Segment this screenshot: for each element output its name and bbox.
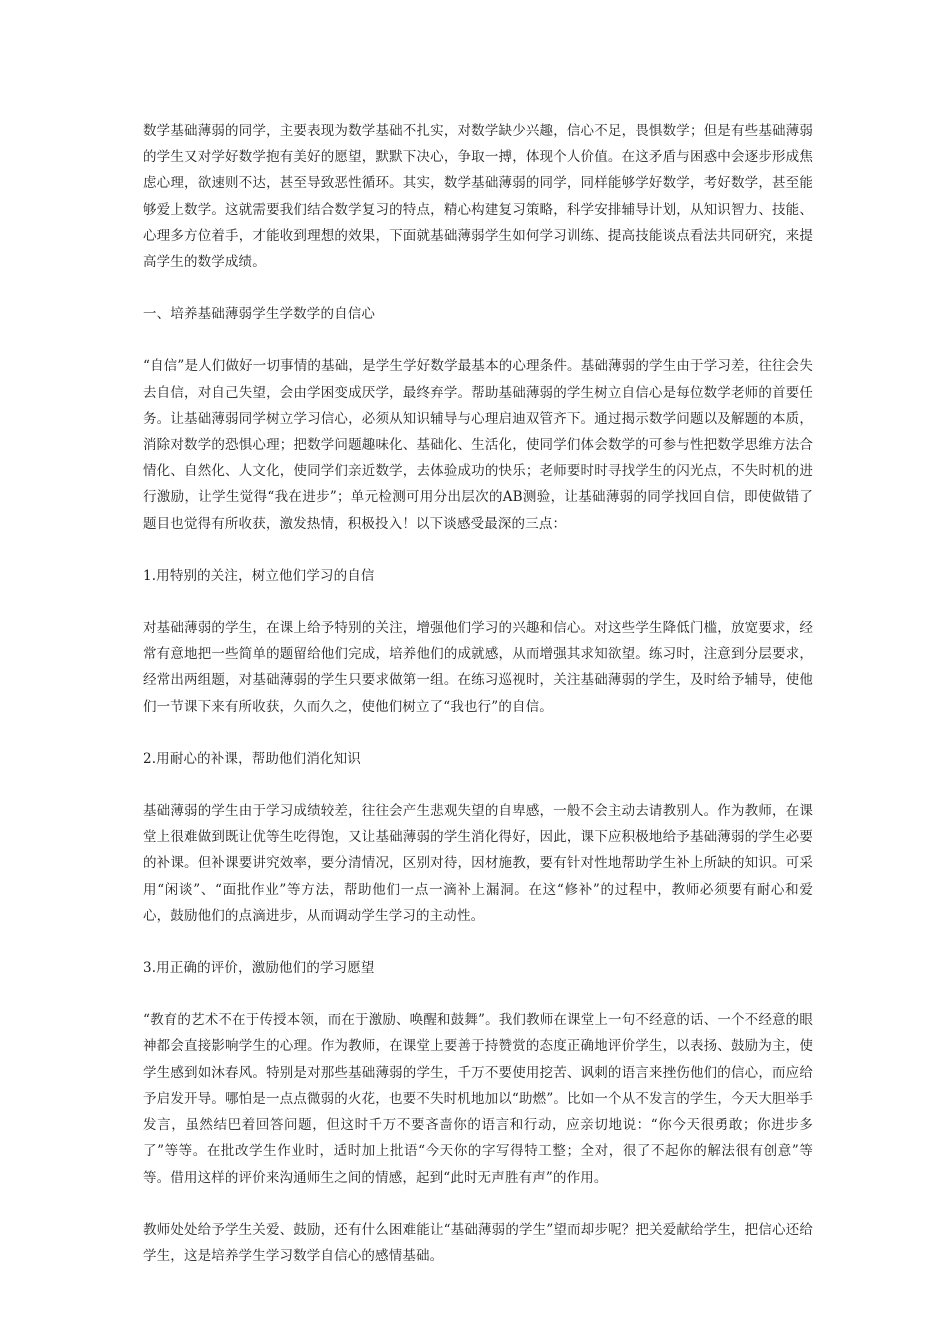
point-1-paragraph: 对基础薄弱的学生，在课上给予特别的关注，增强他们学习的兴趣和信心。对这些学生降低门槛，放宽要求，经常有意地把一些简单的题留给他们完成，培养他们的成就感，从而增强其求知欲望。练习时，注意到分层要求，经常出两组题，对基础薄弱的学生只要求做第一组。在练习巡视时，关注基础薄弱的学生，及时给予辅导，使他们一节课下来有所收获，久而久之，使他们树立了“我也行”的自信。	[143, 620, 813, 715]
paragraph-gap	[143, 275, 813, 301]
paragraph-gap	[143, 327, 813, 353]
paragraph-gap	[143, 981, 813, 1007]
paragraph-gap	[143, 772, 813, 798]
intro-paragraph: 数学基础薄弱的同学，主要表现为数学基础不扎实，对数学缺少兴趣，信心不足，畏惧数学；但是有些基础薄弱的学生又对学好数学抱有美好的愿望，默默下决心，争取一搏，体现个人价值。在这矛盾与困惑中会逐步形成焦虑心理，欲速则不达，甚至导致恶性循环。其实，数学基础薄弱的同学，同样能够学好数学，考好数学，甚至能够爱上数学。这就需要我们结合数学复习的特点，精心构建复习策略，科学安排辅导计划，从知识智力、技能、心理多方位着手，才能收到理想的效果，下面就基础薄弱学生如何学习训练、提高技能谈点看法共同研究，来提高学生的数学成绩。	[143, 123, 813, 271]
point-2-paragraph: 基础薄弱的学生由于学习成绩较差，往往会产生悲观失望的自卑感，一般不会主动去请教别人。作为教师，在课堂上很难做到既让优等生吃得饱，又让基础薄弱的学生消化得好，因此，课下应积极地给予基础薄弱的学生必要的补课。但补课要讲究效率，要分清情况，区别对待，因材施教，要有针对性地帮助学生补上所缺的知识。可采用“闲谈”、“面批作业”等方法，帮助他们一点一滴补上漏洞。在这“修补”的过程中，教师必须要有耐心和爱心，鼓励他们的点滴进步，从而调动学生学习的主动性。	[143, 803, 813, 924]
paragraph-gap	[143, 929, 813, 955]
paragraph-gap	[143, 589, 813, 615]
point-heading-1: 1.用特别的关注，树立他们学习的自信	[143, 567, 375, 584]
point-3-paragraph: “教育的艺术不在于传授本领，而在于激励、唤醒和鼓舞”。我们教师在课堂上一句不经意的话、一个不经意的眼神都会直接影响学生的心理。作为教师，在课堂上要善于持赞赏的态度正确地评价学生，以表扬、鼓励为主，使学生感到如沐春风。特别是对那些基础薄弱的学生，千万不要使用挖苦、讽刺的语言来挫伤他们的信心，而应给予启发开导。哪怕是一点点微弱的火花，也要不失时机地加以“助燃”。比如一个从不发言的学生，今天大胆举手发言，虽然结巴着回答问题，但这时千万不要吝啬你的语言和行动，应亲切地说：“你今天很勇敢；你进步多了”等等。在批改学生作业时，适时加上批语“今天你的字写得特工整；全对，很了不起你的解法很有创意”等等。借用这样的评价来沟通师生之间的情感，起到“此时无声胜有声”的作用。	[143, 1012, 813, 1186]
document-body	[143, 118, 813, 1269]
point-heading-3: 3.用正确的评价，激励他们的学习愿望	[143, 960, 375, 977]
section-1-paragraph: “自信”是人们做好一切事情的基础，是学生学好数学最基本的心理条件。基础薄弱的学生由于学习差，往往会失去自信，对自己失望，会由学困变成厌学，最终弃学。帮助基础薄弱的学生树立自信心是每位数学老师的首要任务。让基础薄弱同学树立学习信心，必须从知识辅导与心理启迪双管齐下。通过揭示数学问题以及解题的本质，消除对数学的恐惧心理；把数学问题趣味化、基础化、生活化，使同学们体会数学的可参与性把数学思维方法合情化、自然化、人文化，使同学们亲近数学，去体验成功的快乐；老师要时时寻找学生的闪光点，不失时机的进行激励，让学生觉得“我在进步”；单元检测可用分出层次的AB测验，让基础薄弱的同学找回自信，即使做错了题目也觉得有所收获，激发热情，积极投入！以下谈感受最深的三点：	[143, 358, 813, 532]
closing-paragraph: 教师处处给予学生关爱、鼓励，还有什么困难能让“基础薄弱的学生”望而却步呢？把关爱献给学生，把信心还给学生，这是培养学生学习数学自信心的感情基础。	[143, 1221, 813, 1264]
paragraph-gap	[143, 720, 813, 746]
section-heading-1: 一、培养基础薄弱学生学数学的自信心	[143, 306, 376, 323]
paragraph-gap	[143, 537, 813, 563]
paragraph-gap	[143, 1191, 813, 1217]
point-heading-2: 2.用耐心的补课，帮助他们消化知识	[143, 750, 361, 767]
